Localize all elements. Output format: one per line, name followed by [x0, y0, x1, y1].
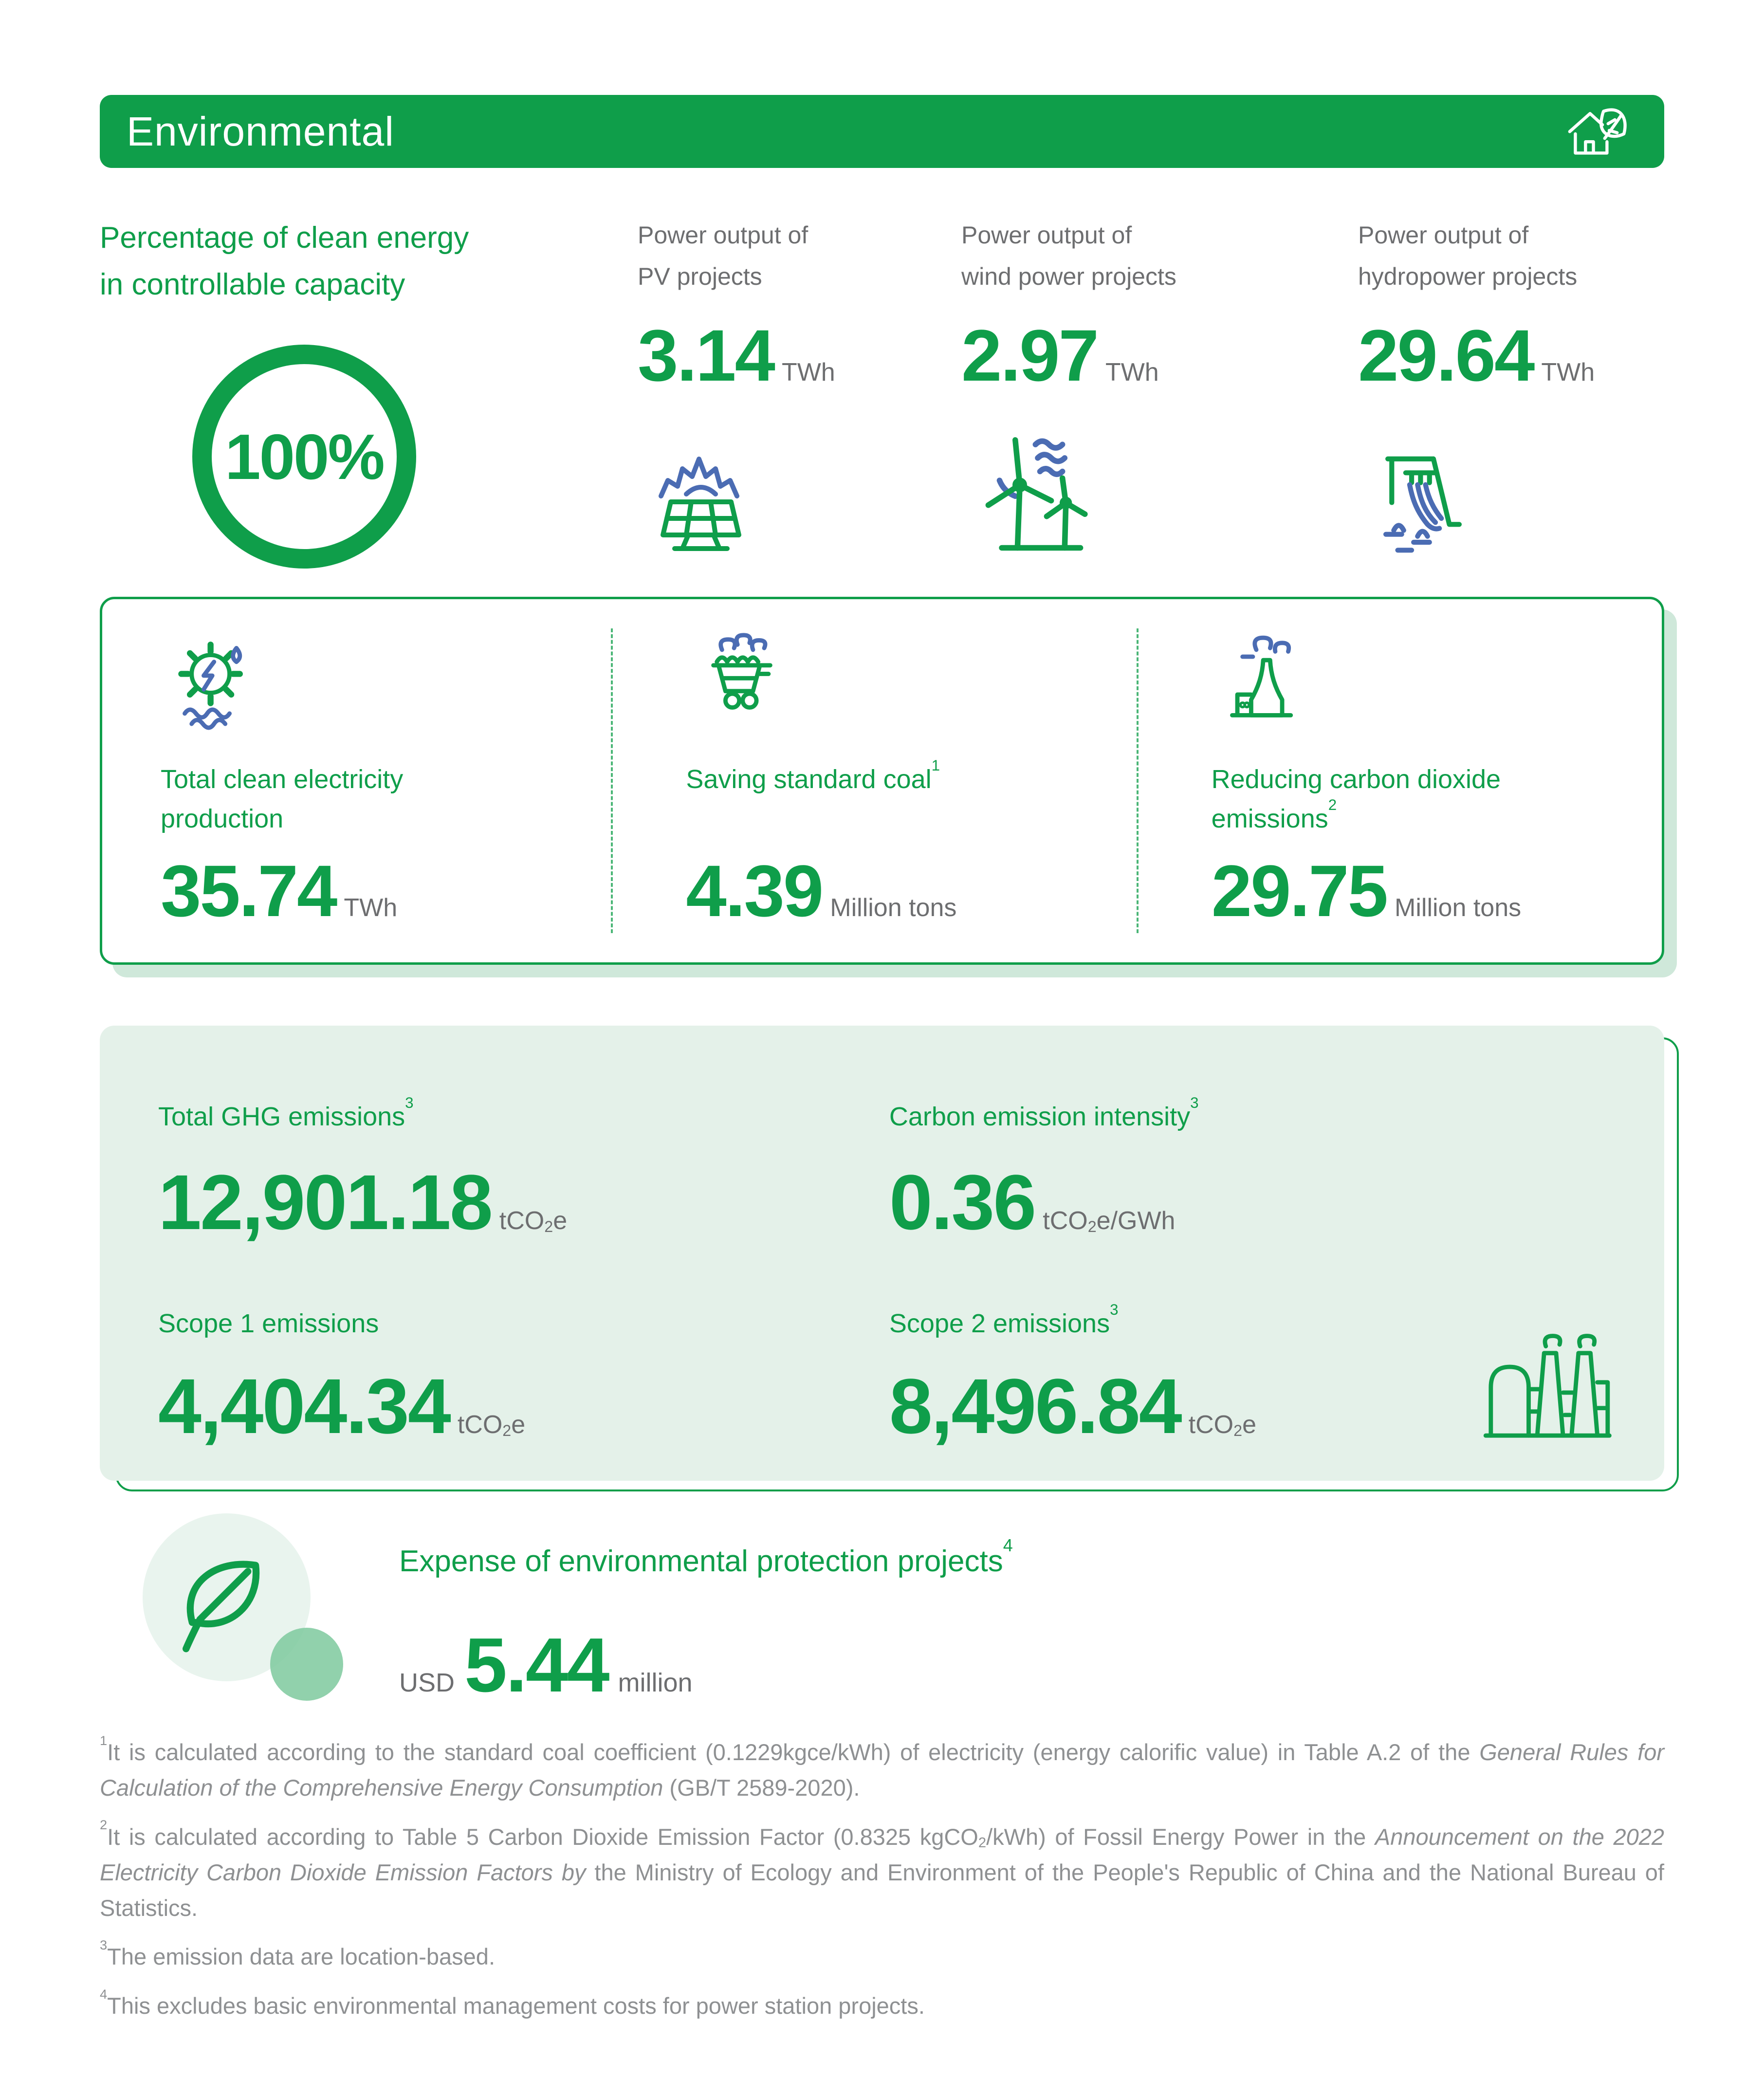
pv-output-label: Power output of PV projects — [638, 221, 808, 290]
house-leaf-icon — [1560, 102, 1637, 161]
total-clean-electricity-block — [102, 628, 611, 933]
total-clean-electricity-unit: TWh — [344, 894, 398, 922]
carbon-intensity-value: 0.36 — [889, 1158, 1035, 1246]
footnotes — [100, 1732, 1665, 2024]
hydro-output-block — [1358, 215, 1664, 569]
carbon-intensity-block — [889, 1094, 1606, 1247]
total-clean-electricity-value: 35.74 — [161, 850, 336, 932]
clean-energy-ring — [192, 345, 416, 569]
total-ghg-label: Total GHG emissions$^3$ — [158, 1094, 414, 1132]
scope2-label: Scope 2 emissions$^3$ — [889, 1301, 1119, 1338]
footnote-2: $^2$It is calculated according to Table 5 Carbon Dioxide Emission Factor (0.8325 kgCO2/kWh) of Fossil Energy Power in the Announcement on the 2022 Electricity Carbon Dioxide Emission Factors by the Ministry of Ecology and Environment of the People's Republic of China and the National Bureau of Statistics. — [100, 1817, 1665, 1921]
clean-energy-share-block — [100, 215, 638, 569]
leaf-icon — [158, 1533, 290, 1667]
carbon-intensity-label: Carbon emission intensity$^3$ — [889, 1094, 1199, 1132]
page-title: Environmental — [127, 108, 394, 154]
hydro-output-value: 29.64 — [1358, 314, 1534, 396]
hydropower-dam-icon — [1358, 422, 1664, 568]
footnote-1: $^1$It is calculated according to the standard coal coefficient (0.1229kgce/kWh) of electricity (energy calorific value) in Table A.2 of the General Rules for Calculation of the Comprehensive Energy Consumption (GB/T 2589-2020). — [100, 1732, 1664, 1801]
total-ghg-value: 12,901.18 — [158, 1158, 492, 1246]
pv-output-value: 3.14 — [638, 314, 774, 396]
section-header-bar — [100, 95, 1664, 168]
expense-currency: USD — [399, 1668, 455, 1698]
leaf-artwork — [100, 1506, 372, 1701]
turbine-gear-icon — [161, 628, 611, 743]
scope2-unit: tCO2e — [1188, 1411, 1256, 1440]
top-kpi-row — [100, 215, 1664, 569]
clean-energy-value: 100% — [225, 421, 384, 493]
saving-standard-coal-unit: Million tons — [830, 894, 957, 922]
expense-value: 5.44 — [464, 1622, 608, 1709]
saving-standard-coal-label: Saving standard coal$^1$ — [686, 756, 940, 794]
factory-icon — [1472, 1315, 1618, 1447]
solar-panel-icon — [638, 422, 961, 568]
reducing-co2-label: Reducing carbon dioxide emissions$^2$ — [1211, 765, 1501, 834]
saving-standard-coal-value: 4.39 — [686, 850, 823, 932]
reducing-co2-value: 29.75 — [1211, 850, 1387, 932]
wind-output-block — [961, 215, 1358, 569]
reducing-co2-unit: Million tons — [1395, 894, 1522, 922]
footnote-4: $^4$This excludes basic environmental management costs for power station projects. — [100, 1986, 925, 2019]
clean-production-stat-box — [100, 597, 1664, 965]
expense-text-block — [399, 1506, 1013, 1709]
scope1-unit: tCO2e — [457, 1411, 526, 1440]
total-ghg-unit: tCO2e — [499, 1206, 568, 1235]
footnote-3: $^3$The emission data are location-based. — [100, 1937, 495, 1970]
carbon-intensity-unit: tCO2e/GWh — [1043, 1206, 1176, 1235]
wind-turbine-icon — [961, 422, 1358, 568]
scope1-value: 4,404.34 — [158, 1362, 450, 1450]
expense-value-row — [399, 1621, 1013, 1710]
cooling-tower-icon — [1212, 628, 1662, 743]
hydro-output-label: Power output of hydropower projects — [1358, 221, 1578, 290]
environmental-infographic-page — [0, 95, 1764, 2096]
reducing-co2-block — [1137, 628, 1662, 933]
wind-output-unit: TWh — [1105, 358, 1159, 386]
pv-output-unit: TWh — [781, 358, 835, 386]
scope1-block — [158, 1305, 889, 1452]
coal-cart-icon — [686, 628, 1136, 743]
environmental-expense-block — [100, 1506, 1664, 1709]
expense-title: Expense of environmental protection projects$^4$ — [399, 1535, 1013, 1579]
total-clean-electricity-label: Total clean electricity production — [161, 765, 404, 834]
expense-unit: million — [618, 1668, 693, 1698]
scope1-label: Scope 1 emissions — [158, 1308, 379, 1338]
hydro-output-unit: TWh — [1541, 358, 1595, 386]
ghg-emissions-panel — [100, 1026, 1664, 1481]
pv-output-block — [638, 215, 961, 569]
wind-output-label: Power output of wind power projects — [961, 221, 1176, 290]
total-ghg-block — [158, 1094, 889, 1247]
wind-output-value: 2.97 — [961, 314, 1098, 396]
saving-standard-coal-block — [611, 628, 1136, 933]
scope2-value: 8,496.84 — [889, 1362, 1181, 1450]
clean-energy-share-title: Percentage of clean energy in controllable capacity — [100, 221, 469, 302]
